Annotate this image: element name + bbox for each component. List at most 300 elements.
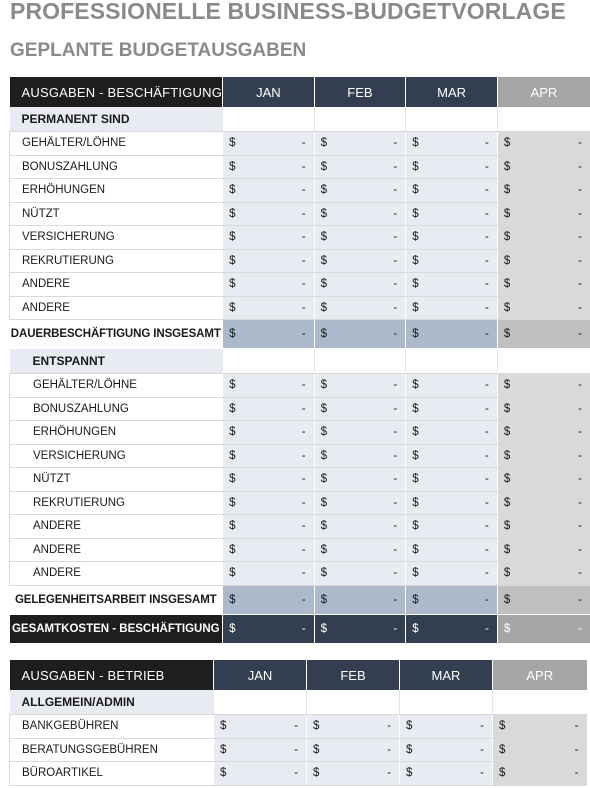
row-cell-apr[interactable] (497, 491, 590, 515)
row-cell-jan[interactable] (223, 562, 315, 586)
amount-value: - (480, 767, 484, 780)
amount-value: - (485, 301, 489, 314)
amount-value: - (393, 449, 398, 462)
row-cell-apr[interactable] (493, 715, 587, 739)
operations-table-body (10, 660, 587, 785)
row-cell-feb[interactable] (314, 226, 406, 250)
currency-symbol: $ (229, 543, 236, 556)
row-cell-feb[interactable] (314, 296, 406, 320)
permanent-total-row (10, 320, 590, 349)
row-cell-apr[interactable] (497, 202, 590, 226)
blank-cell (400, 690, 493, 715)
amount-value: - (578, 622, 582, 635)
currency-symbol: $ (412, 207, 419, 220)
currency-symbol: $ (229, 567, 236, 580)
row-cell-feb[interactable] (314, 491, 406, 515)
amount-value: - (301, 449, 306, 462)
amount-value: - (393, 520, 398, 533)
casual-total-cell-jan[interactable] (223, 585, 315, 614)
employment-header-row (10, 77, 590, 107)
amount-value: - (485, 567, 489, 580)
employment-header-label: AUSGABEN - BESCHÄFTIGUNG (10, 77, 223, 107)
currency-symbol: $ (229, 231, 236, 244)
row-label: REKRUTIERUNG (10, 249, 223, 273)
table-row (10, 273, 590, 297)
amount-value: - (578, 328, 582, 340)
table-row (10, 491, 590, 515)
amount-value: - (301, 184, 306, 197)
casual-total-cell-mar[interactable] (406, 585, 498, 614)
currency-symbol: $ (320, 231, 328, 244)
row-cell-jan[interactable] (214, 715, 307, 739)
row-cell-jan[interactable] (223, 202, 315, 226)
table-row (10, 249, 590, 273)
amount-value: - (578, 160, 582, 173)
row-cell-apr[interactable] (497, 421, 590, 445)
currency-symbol: $ (320, 301, 328, 314)
amount-value: - (485, 402, 489, 415)
amount-value: - (301, 567, 306, 580)
table-row (10, 202, 590, 226)
row-label: ANDERE (10, 515, 223, 539)
row-cell-mar[interactable] (406, 273, 498, 297)
row-label: REKRUTIERUNG (10, 491, 223, 515)
row-cell-feb[interactable] (314, 515, 406, 539)
row-cell-mar[interactable] (406, 249, 498, 273)
amount-value: - (393, 402, 398, 415)
row-cell-apr[interactable] (493, 762, 587, 786)
blank-cell (307, 690, 400, 715)
table-row (10, 132, 590, 156)
amount-value: - (301, 301, 306, 314)
currency-symbol: $ (503, 402, 511, 415)
row-label: ANDERE (10, 562, 223, 586)
row-label: BANKGEBÜHREN (10, 715, 214, 739)
amount-value: - (301, 160, 306, 173)
table-row (10, 444, 590, 468)
row-label: ANDERE (10, 296, 223, 320)
currency-symbol: $ (503, 426, 511, 439)
table-row (10, 762, 587, 786)
currency-symbol: $ (503, 496, 511, 509)
row-cell-jan[interactable] (223, 421, 315, 445)
row-cell-apr[interactable] (497, 179, 590, 203)
currency-symbol: $ (412, 426, 419, 439)
amount-value: - (393, 184, 398, 197)
row-cell-jan[interactable] (223, 374, 315, 398)
currency-symbol: $ (320, 207, 328, 220)
row-label: GEHÄLTER/LÖHNE (10, 132, 223, 156)
casual-section-title: ENTSPANNT (10, 349, 223, 374)
employment-grand-total-label: GESAMTKOSTEN - BESCHÄFTIGUNG (10, 614, 223, 643)
currency-symbol: $ (503, 207, 511, 220)
amount-value: - (485, 207, 489, 220)
amount-value: - (294, 767, 298, 780)
row-cell-apr[interactable] (497, 374, 590, 398)
amount-value: - (485, 449, 489, 462)
ops-month-header-feb: FEB (307, 660, 400, 690)
blank-cell (223, 107, 315, 132)
currency-symbol: $ (412, 622, 419, 635)
operations-header-row (10, 660, 587, 690)
row-cell-mar[interactable] (406, 179, 498, 203)
amount-value: - (393, 231, 398, 244)
amount-value: - (578, 402, 582, 415)
row-label: BONUSZAHLUNG (10, 155, 223, 179)
row-cell-apr[interactable] (497, 397, 590, 421)
amount-value: - (301, 231, 306, 244)
employment-grand-total-cell-apr[interactable] (497, 614, 590, 643)
currency-symbol: $ (320, 567, 328, 580)
table-row (10, 515, 590, 539)
row-cell-apr[interactable] (497, 562, 590, 586)
amount-value: - (574, 767, 579, 780)
currency-symbol: $ (503, 567, 511, 580)
amount-value: - (393, 473, 398, 486)
row-cell-mar[interactable] (406, 226, 498, 250)
currency-symbol: $ (229, 496, 236, 509)
amount-value: - (485, 426, 489, 439)
permanent-section-title: PERMANENT SIND (10, 107, 223, 132)
amount-value: - (578, 278, 582, 291)
row-cell-feb[interactable] (314, 249, 406, 273)
ops-month-header-mar: MAR (400, 660, 493, 690)
amount-value: - (393, 328, 398, 340)
row-cell-jan[interactable] (223, 296, 315, 320)
amount-value: - (393, 543, 398, 556)
amount-value: - (301, 496, 306, 509)
currency-symbol: $ (503, 137, 511, 150)
currency-symbol: $ (503, 160, 511, 173)
amount-value: - (393, 278, 398, 291)
row-cell-mar[interactable] (400, 738, 493, 762)
currency-symbol: $ (412, 496, 419, 509)
row-cell-feb[interactable] (314, 202, 406, 226)
row-cell-feb[interactable] (314, 273, 406, 297)
currency-symbol: $ (412, 254, 419, 267)
row-cell-mar[interactable] (406, 444, 498, 468)
table-row (10, 155, 590, 179)
row-label: ERHÖHUNGEN (10, 421, 223, 445)
month-header-feb: FEB (314, 77, 406, 107)
table-row (10, 296, 590, 320)
row-cell-feb[interactable] (314, 444, 406, 468)
admin-section-row (10, 690, 587, 715)
blank-cell (493, 690, 587, 715)
row-cell-apr[interactable] (493, 738, 587, 762)
ops-month-header-jan: JAN (214, 660, 307, 690)
row-cell-feb[interactable] (314, 374, 406, 398)
currency-symbol: $ (412, 278, 419, 291)
row-cell-jan[interactable] (214, 762, 307, 786)
amount-value: - (578, 137, 582, 150)
currency-symbol: $ (503, 473, 511, 486)
row-cell-apr[interactable] (497, 444, 590, 468)
blank-cell (406, 349, 498, 374)
amount-value: - (485, 543, 489, 556)
currency-symbol: $ (503, 543, 511, 556)
currency-symbol: $ (320, 278, 328, 291)
currency-symbol: $ (320, 622, 328, 635)
currency-symbol: $ (320, 379, 328, 392)
row-cell-apr[interactable] (497, 515, 590, 539)
row-cell-mar[interactable] (406, 132, 498, 156)
casual-total-cell-feb[interactable] (314, 585, 406, 614)
amount-value: - (578, 520, 582, 533)
amount-value: - (301, 278, 306, 291)
row-cell-jan[interactable] (223, 491, 315, 515)
row-cell-feb[interactable] (307, 715, 400, 739)
currency-symbol: $ (503, 301, 511, 314)
row-cell-mar[interactable] (406, 538, 498, 562)
amount-value: - (485, 379, 489, 392)
row-cell-mar[interactable] (406, 515, 498, 539)
amount-value: - (578, 543, 582, 556)
amount-value: - (578, 184, 582, 197)
table-row (10, 397, 590, 421)
currency-symbol: $ (320, 184, 328, 197)
ops-month-header-apr: APR (493, 660, 587, 690)
row-label: VERSICHERUNG (10, 444, 223, 468)
currency-symbol: $ (412, 567, 419, 580)
row-cell-apr[interactable] (497, 132, 590, 156)
amount-value: - (301, 622, 306, 635)
row-cell-feb[interactable] (314, 179, 406, 203)
row-cell-apr[interactable] (497, 226, 590, 250)
amount-value: - (485, 496, 489, 509)
currency-symbol: $ (406, 720, 413, 733)
row-cell-feb[interactable] (314, 132, 406, 156)
amount-value: - (301, 593, 306, 606)
blank-cell (223, 349, 315, 374)
amount-value: - (578, 231, 582, 244)
amount-value: - (480, 720, 484, 733)
currency-symbol: $ (412, 184, 419, 197)
currency-symbol: $ (229, 254, 236, 267)
currency-symbol: $ (229, 402, 236, 415)
row-cell-feb[interactable] (307, 762, 400, 786)
currency-symbol: $ (499, 767, 506, 780)
blank-cell (497, 107, 590, 132)
row-cell-jan[interactable] (223, 538, 315, 562)
currency-symbol: $ (503, 231, 511, 244)
row-cell-jan[interactable] (223, 155, 315, 179)
row-cell-feb[interactable] (314, 538, 406, 562)
currency-symbol: $ (320, 137, 328, 150)
currency-symbol: $ (229, 622, 236, 635)
row-cell-mar[interactable] (406, 468, 498, 492)
table-row (10, 715, 587, 739)
currency-symbol: $ (229, 593, 236, 606)
row-cell-jan[interactable] (223, 226, 315, 250)
row-cell-feb[interactable] (314, 397, 406, 421)
currency-symbol: $ (220, 743, 227, 756)
amount-value: - (485, 231, 489, 244)
amount-value: - (485, 160, 489, 173)
permanent-total-label: DAUERBESCHÄFTIGUNG INSGESAMT (10, 320, 223, 349)
permanent-total-cell-jan[interactable] (223, 320, 315, 349)
row-cell-jan[interactable] (223, 132, 315, 156)
table-row (10, 468, 590, 492)
table-row (10, 738, 587, 762)
row-cell-mar[interactable] (406, 397, 498, 421)
employment-grand-total-cell-feb[interactable] (314, 614, 406, 643)
row-cell-mar[interactable] (406, 202, 498, 226)
row-label: BONUSZAHLUNG (10, 397, 223, 421)
currency-symbol: $ (412, 328, 419, 340)
currency-symbol: $ (406, 743, 413, 756)
currency-symbol: $ (313, 767, 320, 780)
casual-section-row (10, 349, 590, 374)
currency-symbol: $ (503, 593, 511, 606)
amount-value: - (485, 593, 489, 606)
currency-symbol: $ (320, 328, 328, 340)
currency-symbol: $ (229, 160, 236, 173)
employment-grand-total-cell-jan[interactable] (223, 614, 315, 643)
currency-symbol: $ (320, 543, 328, 556)
row-cell-apr[interactable] (497, 468, 590, 492)
admin-section-title: ALLGEMEIN/ADMIN (10, 690, 214, 715)
currency-symbol: $ (229, 137, 236, 150)
row-cell-mar[interactable] (406, 491, 498, 515)
row-cell-jan[interactable] (214, 738, 307, 762)
amount-value: - (393, 379, 398, 392)
amount-value: - (301, 402, 306, 415)
row-cell-jan[interactable] (223, 468, 315, 492)
row-cell-mar[interactable] (406, 296, 498, 320)
currency-symbol: $ (503, 379, 511, 392)
currency-symbol: $ (320, 593, 328, 606)
amount-value: - (578, 207, 582, 220)
amount-value: - (393, 301, 398, 314)
row-cell-mar[interactable] (400, 715, 493, 739)
currency-symbol: $ (412, 449, 419, 462)
table-row (10, 179, 590, 203)
amount-value: - (301, 254, 306, 267)
blank-cell (497, 349, 590, 374)
table-row (10, 538, 590, 562)
row-cell-jan[interactable] (223, 444, 315, 468)
row-cell-apr[interactable] (497, 296, 590, 320)
row-cell-feb[interactable] (314, 562, 406, 586)
row-cell-jan[interactable] (223, 515, 315, 539)
currency-symbol: $ (412, 231, 419, 244)
row-label: ANDERE (10, 538, 223, 562)
permanent-total-cell-mar[interactable] (406, 320, 498, 349)
month-header-apr: APR (497, 77, 590, 107)
row-cell-feb[interactable] (314, 155, 406, 179)
row-label: GEHÄLTER/LÖHNE (10, 374, 223, 398)
amount-value: - (485, 254, 489, 267)
currency-symbol: $ (229, 426, 236, 439)
row-cell-jan[interactable] (223, 397, 315, 421)
amount-value: - (387, 720, 391, 733)
row-label: NÜTZT (10, 202, 223, 226)
employment-grand-total-cell-mar[interactable] (406, 614, 498, 643)
currency-symbol: $ (499, 720, 506, 733)
row-cell-feb[interactable] (314, 468, 406, 492)
permanent-total-cell-feb[interactable] (314, 320, 406, 349)
employment-table-body (10, 77, 590, 643)
currency-symbol: $ (229, 449, 236, 462)
amount-value: - (485, 184, 489, 197)
casual-total-label: GELEGENHEITSARBEIT INSGESAMT (10, 585, 223, 614)
currency-symbol: $ (320, 449, 328, 462)
currency-symbol: $ (412, 593, 419, 606)
amount-value: - (574, 720, 579, 733)
amount-value: - (301, 543, 306, 556)
amount-value: - (301, 379, 306, 392)
amount-value: - (393, 567, 398, 580)
currency-symbol: $ (229, 520, 236, 533)
row-cell-jan[interactable] (223, 273, 315, 297)
currency-symbol: $ (320, 520, 328, 533)
row-cell-feb[interactable] (307, 738, 400, 762)
row-cell-mar[interactable] (406, 562, 498, 586)
currency-symbol: $ (229, 328, 236, 340)
operations-header-label: AUSGABEN - BETRIEB (10, 660, 214, 690)
currency-symbol: $ (503, 520, 511, 533)
row-cell-mar[interactable] (406, 374, 498, 398)
row-cell-jan[interactable] (223, 249, 315, 273)
currency-symbol: $ (320, 160, 328, 173)
table-row (10, 421, 590, 445)
amount-value: - (485, 328, 489, 340)
permanent-section-row (10, 107, 590, 132)
permanent-total-cell-apr[interactable] (497, 320, 590, 349)
row-cell-jan[interactable] (223, 179, 315, 203)
page-subtitle: GEPLANTE BUDGETAUSGABEN (10, 40, 307, 61)
currency-symbol: $ (412, 473, 419, 486)
amount-value: - (294, 743, 298, 756)
blank-cell (314, 107, 406, 132)
row-cell-mar[interactable] (406, 155, 498, 179)
currency-symbol: $ (412, 379, 419, 392)
currency-symbol: $ (412, 402, 419, 415)
amount-value: - (387, 767, 391, 780)
amount-value: - (485, 473, 489, 486)
currency-symbol: $ (220, 767, 227, 780)
amount-value: - (393, 137, 398, 150)
row-cell-mar[interactable] (406, 421, 498, 445)
amount-value: - (480, 743, 484, 756)
row-cell-apr[interactable] (497, 538, 590, 562)
amount-value: - (578, 496, 582, 509)
amount-value: - (578, 593, 582, 606)
row-cell-feb[interactable] (314, 421, 406, 445)
currency-symbol: $ (313, 720, 320, 733)
amount-value: - (301, 426, 306, 439)
amount-value: - (301, 520, 306, 533)
employment-budget-table (9, 77, 590, 643)
month-header-jan: JAN (223, 77, 315, 107)
row-cell-apr[interactable] (497, 155, 590, 179)
amount-value: - (578, 473, 582, 486)
amount-value: - (485, 137, 489, 150)
operations-budget-table (9, 660, 587, 786)
amount-value: - (393, 426, 398, 439)
row-cell-apr[interactable] (497, 273, 590, 297)
amount-value: - (485, 520, 489, 533)
row-cell-apr[interactable] (497, 249, 590, 273)
currency-symbol: $ (412, 520, 419, 533)
blank-cell (406, 107, 498, 132)
page-title: PROFESSIONELLE BUSINESS-BUDGETVORLAGE (10, 0, 566, 24)
currency-symbol: $ (412, 160, 419, 173)
row-cell-mar[interactable] (400, 762, 493, 786)
casual-total-cell-apr[interactable] (497, 585, 590, 614)
currency-symbol: $ (503, 278, 511, 291)
